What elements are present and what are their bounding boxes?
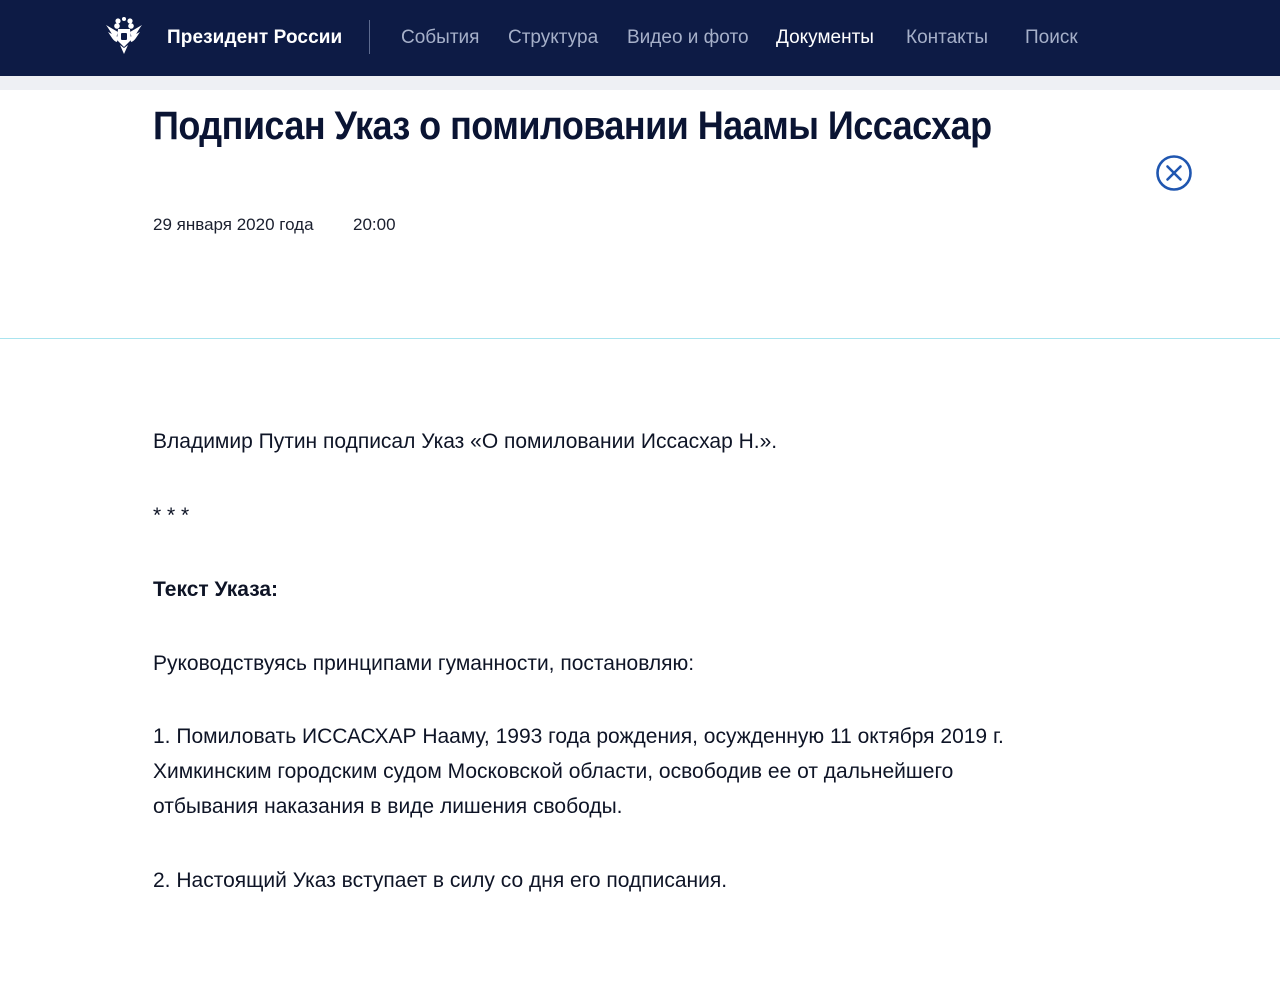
decree-item-1-line-3: отбывания наказания в виде лишения свободы. — [153, 795, 623, 818]
decree-item-1-line-1: 1. Помиловать ИССАСХАР Нааму, 1993 года рождения, осужденную 11 октября 2019 г. — [153, 725, 1004, 748]
publish-time: 20:00 — [353, 215, 396, 234]
decree-item-2: 2. Настоящий Указ вступает в силу со дня его подписания. — [153, 869, 728, 892]
page-title: Подписан Указ о помиловании Наамы Иссасхар — [153, 104, 992, 148]
nav-item-search[interactable]: Поиск — [1025, 27, 1078, 48]
nav-item-documents[interactable]: Документы — [776, 27, 874, 48]
decree-item-1-line-2: Химкинским городским судом Московской области, освободив ее от дальнейшего — [153, 760, 954, 783]
section-stars: * * * — [153, 504, 190, 527]
nav-item-structure[interactable]: Структура — [508, 27, 599, 48]
header-shadow-strip — [0, 76, 1280, 90]
nav-item-events[interactable]: События — [401, 27, 480, 48]
close-icon[interactable] — [1155, 154, 1193, 192]
publish-date: 29 января 2020 года — [153, 215, 314, 234]
section-divider — [0, 338, 1280, 339]
brand-separator — [369, 20, 370, 54]
nav-item-contacts[interactable]: Контакты — [906, 27, 989, 48]
top-navigation-bar — [0, 0, 1280, 76]
decree-text-heading: Текст Указа: — [153, 578, 279, 601]
decree-preamble: Руководствуясь принципами гуманности, постановляю: — [153, 652, 695, 675]
nav-item-video-photo[interactable]: Видео и фото — [627, 27, 749, 48]
article-lead: Владимир Путин подписал Указ «О помиловании Иссасхар Н.». — [153, 430, 778, 453]
site-brand[interactable]: Президент России — [167, 27, 343, 48]
double-headed-eagle-icon[interactable] — [104, 16, 144, 56]
